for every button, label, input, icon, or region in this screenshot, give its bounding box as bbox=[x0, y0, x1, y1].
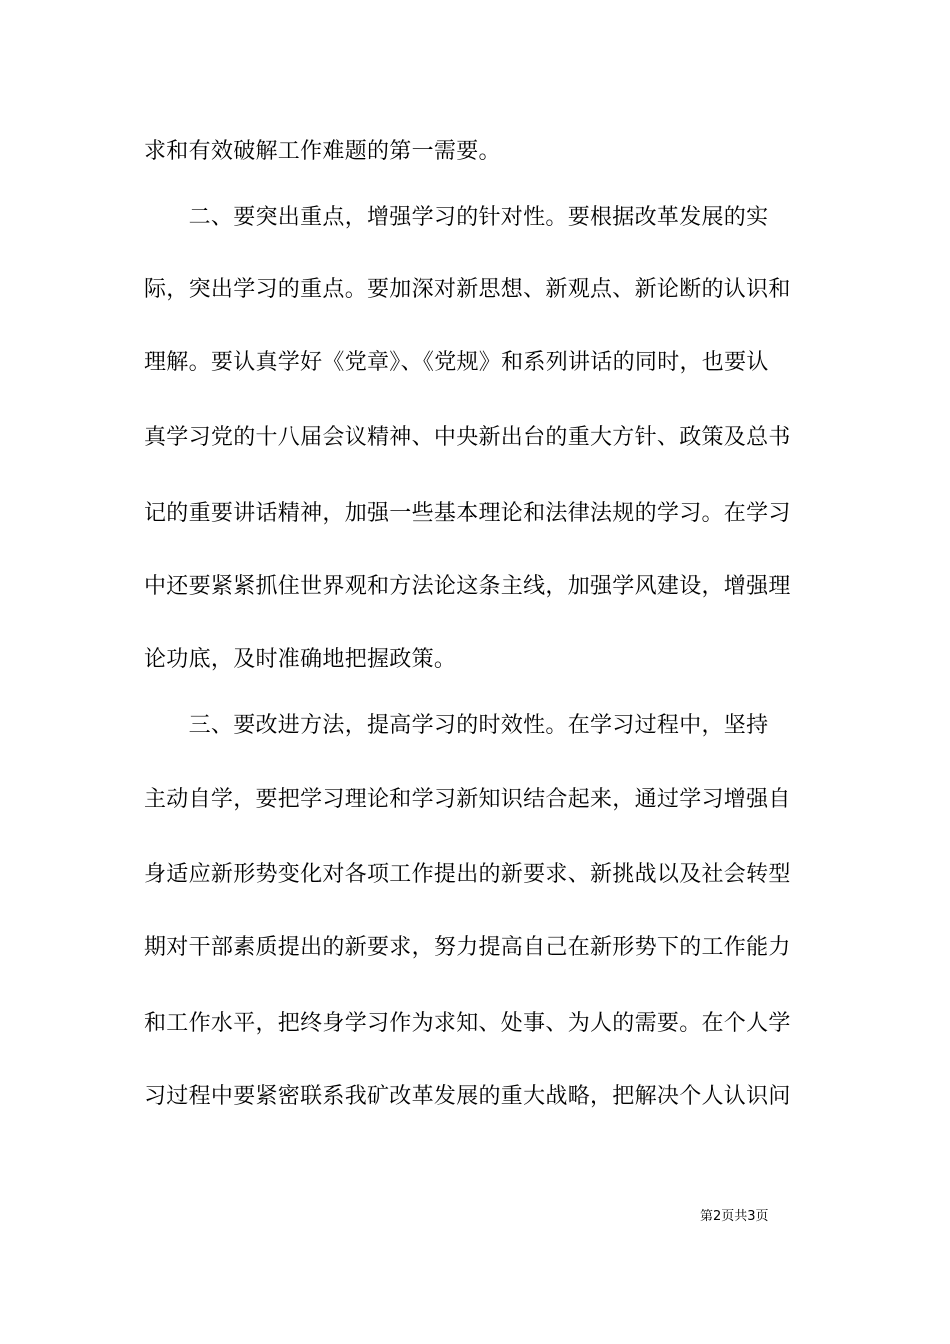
body-text-line: 记的重要讲话精神，加强一些基本理论和法律法规的学习。在学习 bbox=[144, 501, 791, 526]
body-text-line: 身适应新形势变化对各项工作提出的新要求、新挑战以及社会转型 bbox=[144, 862, 791, 887]
body-text-line: 真学习党的十八届会议精神、中央新出台的重大方针、政策及总书 bbox=[144, 425, 791, 450]
body-text-line: 习过程中要紧密联系我矿改革发展的重大战略，把解决个人认识问 bbox=[144, 1084, 791, 1109]
body-text-line: 理解。要认真学好《党章》、《党规》和系列讲话的同时，也要认 bbox=[144, 350, 769, 375]
body-text-line: 二、要突出重点，增强学习的针对性。要根据改革发展的实 bbox=[144, 205, 769, 230]
body-text-line: 主动自学，要把学习理论和学习新知识结合起来，通过学习增强自 bbox=[144, 787, 791, 812]
body-text-line: 际，突出学习的重点。要加深对新思想、新观点、新论断的认识和 bbox=[144, 277, 791, 302]
body-text-line: 求和有效破解工作难题的第一需要。 bbox=[144, 139, 501, 164]
body-text-line: 三、要改进方法，提高学习的时效性。在学习过程中，坚持 bbox=[144, 713, 769, 738]
body-text-line: 期对干部素质提出的新要求，努力提高自己在新形势下的工作能力 bbox=[144, 935, 791, 960]
body-text-line: 中还要紧紧抓住世界观和方法论这条主线，加强学风建设，增强理 bbox=[144, 574, 791, 599]
page-number: 第2页共3页 bbox=[700, 1209, 769, 1224]
body-text-line: 和工作水平，把终身学习作为求知、处事、为人的需要。在个人学 bbox=[144, 1011, 791, 1036]
body-text-line: 论功底，及时准确地把握政策。 bbox=[144, 647, 457, 672]
